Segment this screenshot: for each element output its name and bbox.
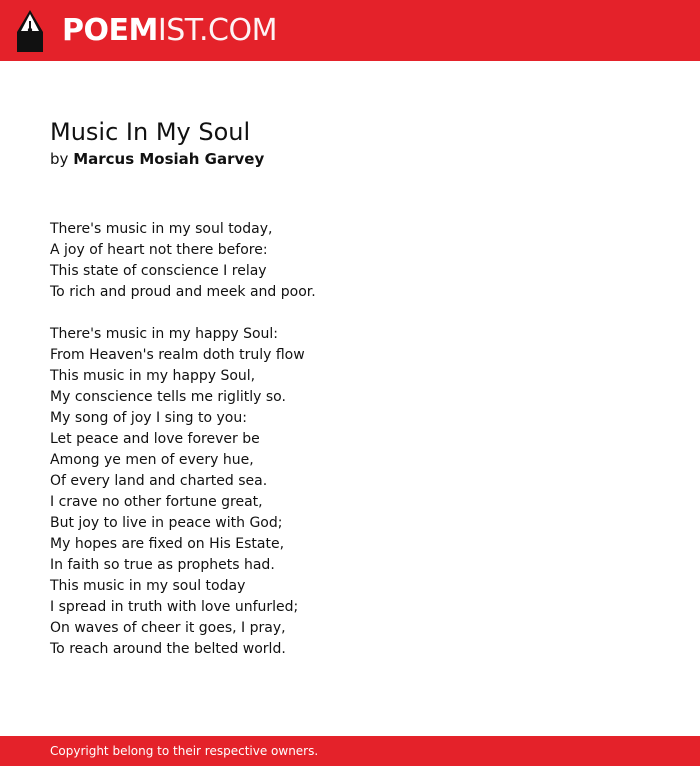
poem-line: There's music in my soul today, — [50, 221, 273, 237]
copyright-text: Copyright belong to their respective owners. — [50, 744, 319, 758]
poem-line: I spread in truth with love unfurled; — [50, 599, 299, 615]
brand-rest: IST.COM — [157, 13, 277, 48]
author-name[interactable]: Marcus Mosiah Garvey — [73, 150, 265, 168]
poem-line: I crave no other fortune great, — [50, 494, 263, 510]
poem-line: My hopes are fixed on His Estate, — [50, 536, 285, 552]
poem-line: In faith so true as prophets had. — [50, 557, 275, 573]
by-label: by — [50, 150, 69, 168]
pen-nib-icon[interactable] — [17, 10, 43, 52]
poem-line: This music in my soul today — [50, 578, 246, 594]
poem-line: But joy to live in peace with God; — [50, 515, 283, 531]
poem-line: This state of conscience I relay — [50, 263, 267, 279]
poem-line: Among ye men of every hue, — [50, 452, 254, 468]
poem-line: To reach around the belted world. — [50, 641, 286, 657]
poem-line: To rich and proud and meek and poor. — [50, 284, 316, 300]
poem-line: Of every land and charted sea. — [50, 473, 268, 489]
poem-title: Music In My Soul — [50, 118, 251, 146]
poem-line: There's music in my happy Soul: — [50, 326, 279, 342]
byline — [50, 148, 264, 170]
stanza-1 — [50, 219, 650, 303]
brand-bold: POEM — [62, 13, 158, 48]
stanza-2 — [50, 324, 650, 660]
site-header — [0, 0, 700, 61]
poem-line: My song of joy I sing to you: — [50, 410, 247, 426]
poem-line: This music in my happy Soul, — [50, 368, 256, 384]
poem-line: My conscience tells me riglitly so. — [50, 389, 286, 405]
poem-line: On waves of cheer it goes, I pray, — [50, 620, 286, 636]
site-logo-text[interactable] — [62, 11, 277, 51]
poem-line: A joy of heart not there before: — [50, 242, 268, 258]
poem-body — [50, 219, 650, 681]
poem-line: From Heaven's realm doth truly flow — [50, 347, 305, 363]
site-footer — [0, 736, 700, 766]
poem-line: Let peace and love forever be — [50, 431, 260, 447]
